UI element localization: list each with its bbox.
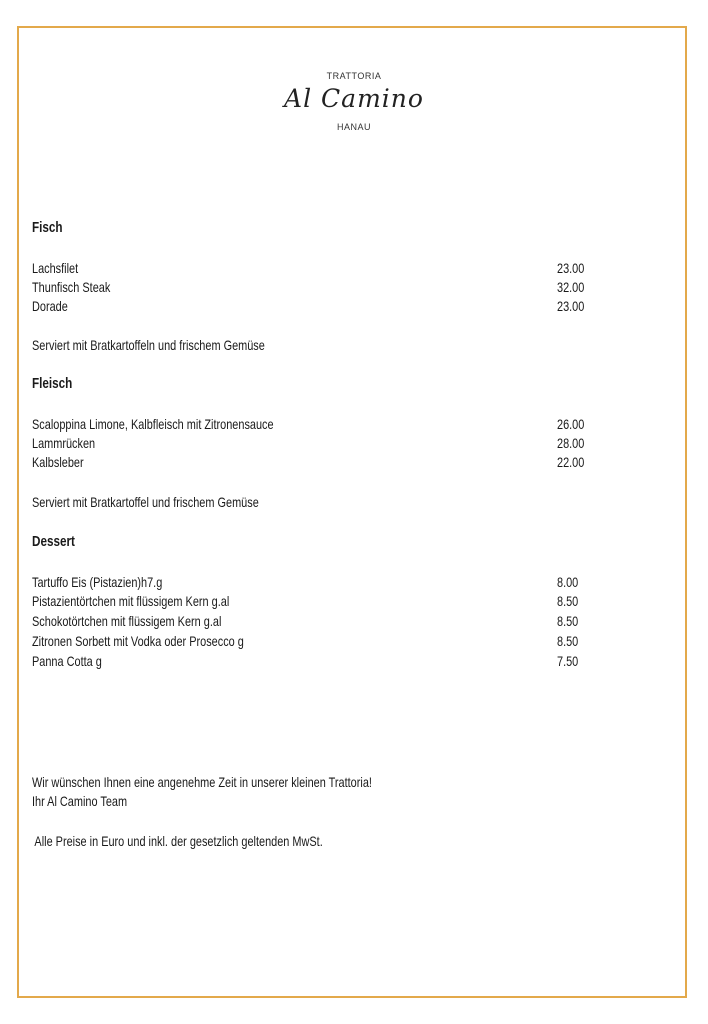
menu-item-name: Tartuffo Eis (Pistazien)h7.g (32, 574, 163, 590)
page-border (17, 26, 687, 998)
menu-item-price: 8.50 (557, 613, 579, 629)
menu-item-price: 8.50 (557, 633, 579, 649)
menu-item-name: Lachsfilet (32, 260, 79, 276)
footer-tax-note: Alle Preise in Euro und inkl. der gesetzlich geltenden MwSt. (32, 833, 323, 849)
menu-item-price: 8.50 (557, 593, 579, 609)
menu-item-price: 22.00 (557, 454, 585, 470)
section-note: Serviert mit Bratkartoffel und frischem Gemüse (32, 494, 259, 510)
menu-item-name: Dorade (32, 298, 68, 314)
section-note: Serviert mit Bratkartoffeln und frischem Gemüse (32, 337, 265, 353)
section-title-fleisch: Fleisch (32, 375, 73, 392)
menu-item-name: Kalbsleber (32, 454, 84, 470)
menu-item-price: 28.00 (557, 435, 585, 451)
section-title-dessert: Dessert (32, 533, 75, 550)
menu-item-price: 8.00 (557, 574, 579, 590)
menu-item-name: Scaloppina Limone, Kalbfleisch mit Zitronensauce (32, 416, 274, 432)
menu-item-name: Schokotörtchen mit flüssigem Kern g.al (32, 613, 222, 629)
menu-item-price: 32.00 (557, 279, 585, 295)
menu-item-name: Pistazientörtchen mit flüssigem Kern g.al (32, 593, 230, 609)
menu-item-name: Zitronen Sorbett mit Vodka oder Prosecco g (32, 633, 244, 649)
logo-bottom-label: HANAU (336, 122, 371, 132)
menu-item-name: Thunfisch Steak (32, 279, 111, 295)
menu-item-name: Panna Cotta g (32, 653, 102, 669)
logo-top-label: TRATTORIA (326, 71, 382, 81)
menu-item-price: 23.00 (557, 298, 585, 314)
menu-item-price: 26.00 (557, 416, 585, 432)
menu-item-name: Lammrücken (32, 435, 96, 451)
footer-greeting: Wir wünschen Ihnen eine angenehme Zeit in unserer kleinen Trattoria! (32, 774, 372, 790)
restaurant-logo-name: Al Camino (284, 84, 424, 113)
menu-item-price: 7.50 (557, 653, 579, 669)
footer-team: Ihr Al Camino Team (32, 793, 128, 809)
section-title-fisch: Fisch (32, 219, 63, 236)
menu-item-price: 23.00 (557, 260, 585, 276)
